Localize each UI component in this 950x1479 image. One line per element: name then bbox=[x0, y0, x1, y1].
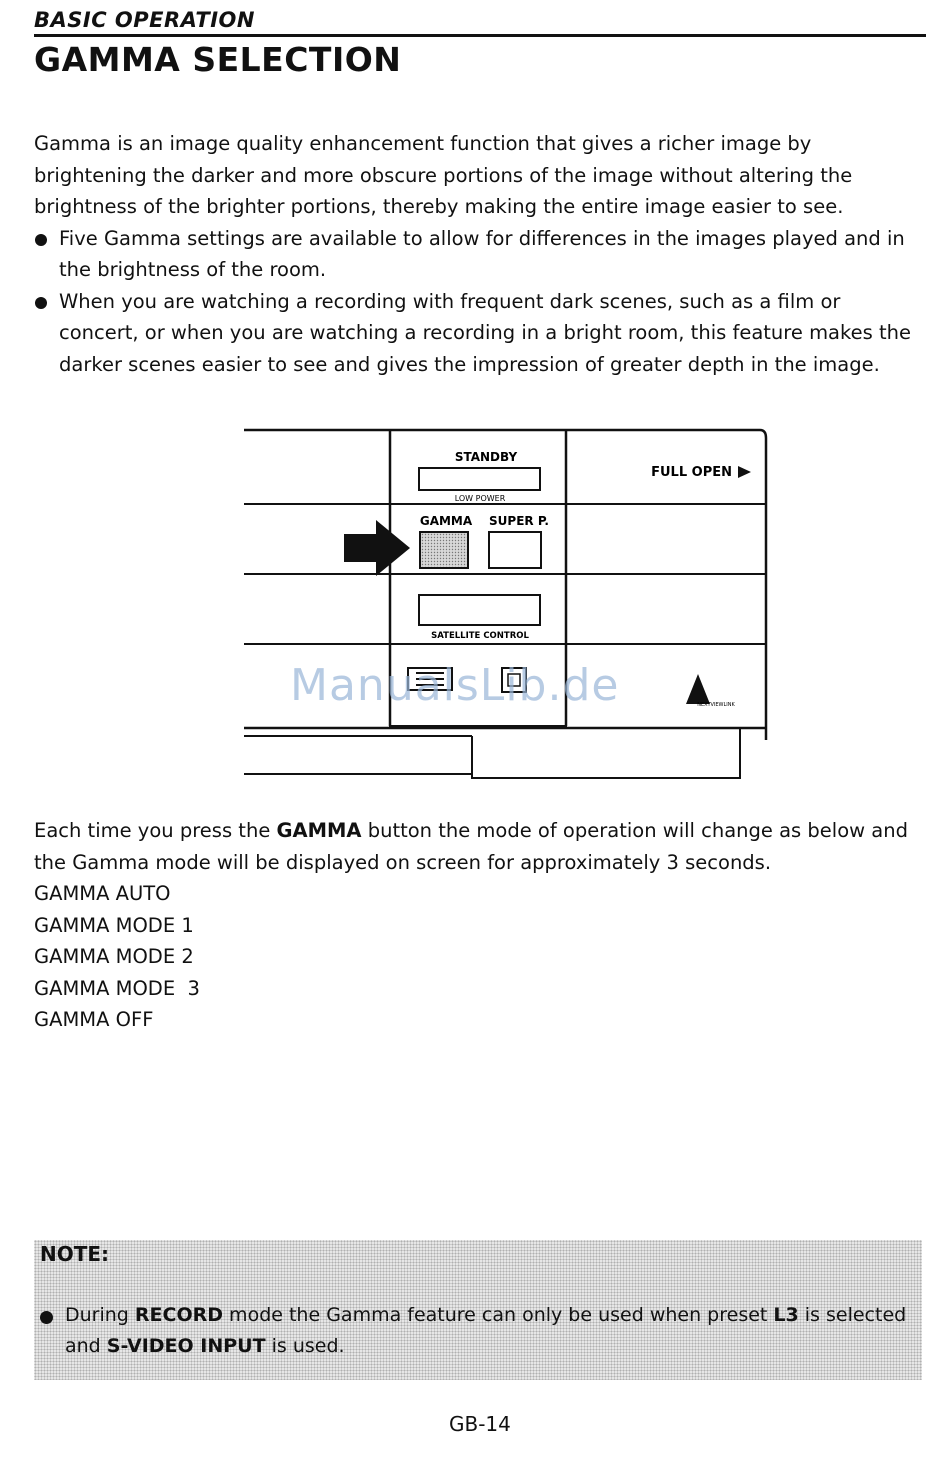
note-text-part: During bbox=[65, 1304, 135, 1326]
note-text bbox=[40, 1300, 915, 1362]
gamma-mode-item: GAMMA OFF bbox=[34, 1008, 154, 1031]
gamma-label: GAMMA bbox=[419, 514, 473, 528]
header-rule bbox=[34, 34, 926, 37]
bullet-icon bbox=[35, 234, 47, 246]
standby-button[interactable] bbox=[419, 468, 540, 490]
gamma-mode-item: GAMMA MODE 2 bbox=[34, 945, 194, 968]
steps-paragraph bbox=[34, 815, 924, 878]
note-title: NOTE: bbox=[40, 1242, 110, 1266]
note-text-part: is selected and bbox=[65, 1304, 907, 1357]
standby-label: STANDBY bbox=[454, 450, 518, 464]
full-open-label: FULL OPEN bbox=[651, 465, 732, 480]
intro-text bbox=[34, 128, 924, 380]
stand-base bbox=[472, 728, 740, 778]
gamma-mode-item: GAMMA MODE 3 bbox=[34, 976, 200, 1000]
pointer-arrow-icon bbox=[344, 520, 410, 576]
note-text-part: mode the Gamma feature can only be used when preset bbox=[223, 1304, 774, 1326]
gamma-button-name: GAMMA bbox=[276, 819, 362, 842]
page-title: GAMMA SELECTION bbox=[34, 40, 402, 79]
steps-text-after: button the mode of operation will change as below and the Gamma mode will be displayed on screen for approximately 3 seconds. bbox=[34, 819, 908, 874]
note-svideo: S-VIDEO INPUT bbox=[106, 1335, 266, 1357]
gamma-steps bbox=[34, 815, 924, 1036]
note-box bbox=[34, 1240, 922, 1380]
play-arrow-icon bbox=[738, 466, 751, 478]
note-preset: L3 bbox=[773, 1304, 799, 1326]
intro-bullet-list bbox=[34, 223, 924, 381]
page-number: GB-14 bbox=[449, 1412, 511, 1436]
super-p-button[interactable] bbox=[489, 532, 541, 568]
satellite-control-button[interactable] bbox=[419, 595, 540, 625]
watermark: ManualsLib.de bbox=[290, 660, 620, 711]
bullet-icon bbox=[40, 1311, 53, 1324]
intro-bullet bbox=[34, 223, 924, 286]
intro-paragraph: Gamma is an image quality enhancement function that gives a richer image by brightening the darker and more obscure portions of the image without altering the brightness of the brighter portions, thereby making the entire image easier to see. bbox=[34, 132, 853, 218]
brand-logo-icon bbox=[686, 674, 710, 704]
bullet-icon bbox=[35, 297, 47, 309]
section-label: BASIC OPERATION bbox=[34, 8, 255, 32]
intro-bullet bbox=[34, 286, 924, 381]
intro-bullet-text: Five Gamma settings are available to allow for differences in the images played and in the brightness of the room. bbox=[59, 226, 905, 281]
front-panel-diagram bbox=[244, 428, 770, 784]
steps-text-before: Each time you press the bbox=[34, 819, 277, 842]
gamma-button[interactable] bbox=[420, 532, 468, 568]
front-panel-illustration bbox=[244, 428, 770, 784]
note-record: RECORD bbox=[134, 1304, 224, 1326]
brand-logo-text: NEXTVIEWLINK bbox=[697, 702, 735, 708]
gamma-mode-item: GAMMA AUTO bbox=[34, 882, 171, 905]
gamma-mode-item: GAMMA MODE 1 bbox=[34, 913, 194, 937]
satellite-control-label: SATELLITE CONTROL bbox=[431, 631, 529, 641]
intro-bullet-text: When you are watching a recording with frequent dark scenes, such as a film or concert, or when you are watching a recording in a bright room, this feature makes the darker scenes easier to see and gives the impression of greater depth in the image. bbox=[59, 289, 911, 376]
low-power-label: LOW POWER bbox=[454, 494, 506, 503]
gamma-mode-list bbox=[34, 878, 924, 1036]
super-p-label: SUPER P. bbox=[489, 514, 549, 528]
panel-right-edge bbox=[760, 430, 766, 740]
note-text-part: is used. bbox=[265, 1335, 345, 1357]
